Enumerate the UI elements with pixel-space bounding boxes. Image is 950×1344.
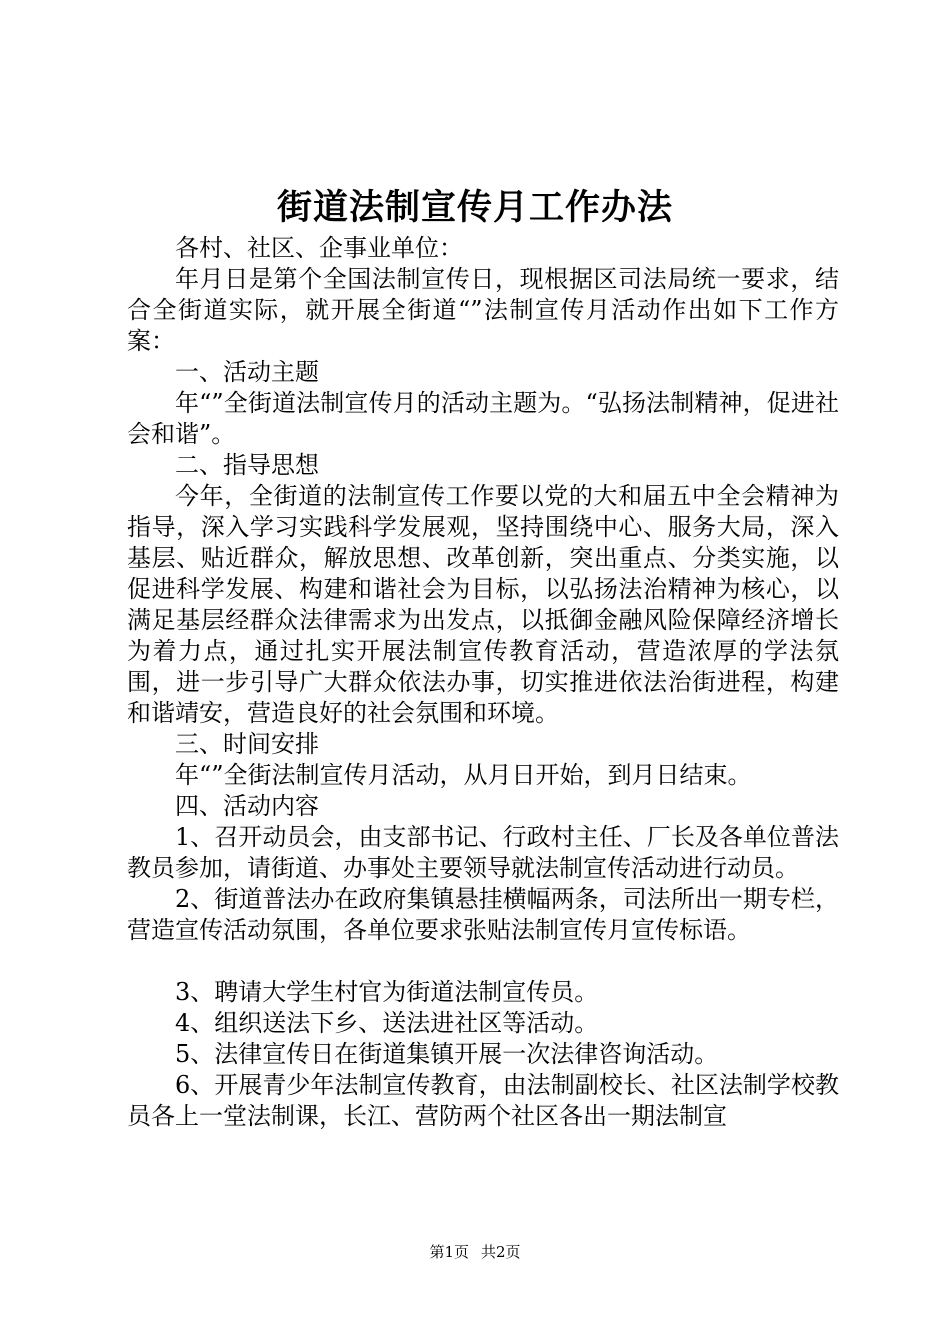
activity-item-5: 5、法律宣传日在街道集镇开展一次法律咨询活动。 bbox=[175, 1040, 719, 1068]
document-title: 街道法制宣传月工作办法 bbox=[276, 187, 673, 228]
section-heading-schedule: 三、时间安排 bbox=[175, 730, 319, 758]
guidance-paragraph: 今年，全街道的法制宣传工作要以党的大和届五中全会精神为指导，深入学习实践科学发展观，坚持围绕中心、服务大局，深入基层、贴近群众，解放思想、改革创新，突出重点、分类实施，以促进科学发展、构建和谐社会为目标，以弘扬法治精神为核心，以满足基层经群众法律需求为出发点，以抵御金融风险保障经济增长为着力点，通过扎实开展法制宣传教育活动，营造浓厚的学法氛围，进一步引导广大群众依法办事，切实推进依法治街进程，构建和谐靖安，营造良好的社会氛围和环境。 bbox=[127, 482, 839, 727]
activity-item-3: 3、聘请大学生村官为街道法制宣传员。 bbox=[175, 978, 599, 1006]
intro-paragraph: 年月日是第个全国法制宣传日，现根据区司法局统一要求，结合全街道实际，就开展全街道“”法制宣传月活动作出如下工作方案： bbox=[127, 265, 839, 355]
salutation: 各村、社区、企事业单位： bbox=[175, 234, 463, 262]
activity-item-2: 2、街道普法办在政府集镇悬挂横幅两条，司法所出一期专栏，营造宣传活动氛围，各单位要求张贴法制宣传月宣传标语。 bbox=[127, 885, 839, 944]
activity-item-6: 6、开展青少年法制宣传教育，由法制副校长、社区法制学校教员各上一堂法制课，长江、营防两个社区各出一期法制宣 bbox=[127, 1071, 839, 1130]
page-number: 第1页 bbox=[429, 1243, 469, 1261]
page-total: 共2页 bbox=[481, 1243, 521, 1261]
document-body bbox=[127, 233, 839, 1132]
activity-item-4: 4、组织送法下乡、送法进社区等活动。 bbox=[175, 1009, 599, 1037]
section-heading-guidance: 二、指导思想 bbox=[175, 451, 319, 479]
section-heading-theme: 一、活动主题 bbox=[175, 358, 319, 386]
page-footer bbox=[0, 1242, 950, 1262]
section-heading-activities: 四、活动内容 bbox=[175, 792, 319, 820]
schedule-paragraph: 年“”全街法制宣传月活动，从月日开始，到月日结束。 bbox=[175, 761, 752, 789]
activity-item-1: 1、召开动员会，由支部书记、行政村主任、厂长及各单位普法教员参加，请街道、办事处主要领导就法制宣传活动进行动员。 bbox=[127, 823, 839, 882]
theme-paragraph: 年“”全街道法制宣传月的活动主题为。“弘扬法制精神，促进社会和谐”。 bbox=[127, 389, 839, 448]
